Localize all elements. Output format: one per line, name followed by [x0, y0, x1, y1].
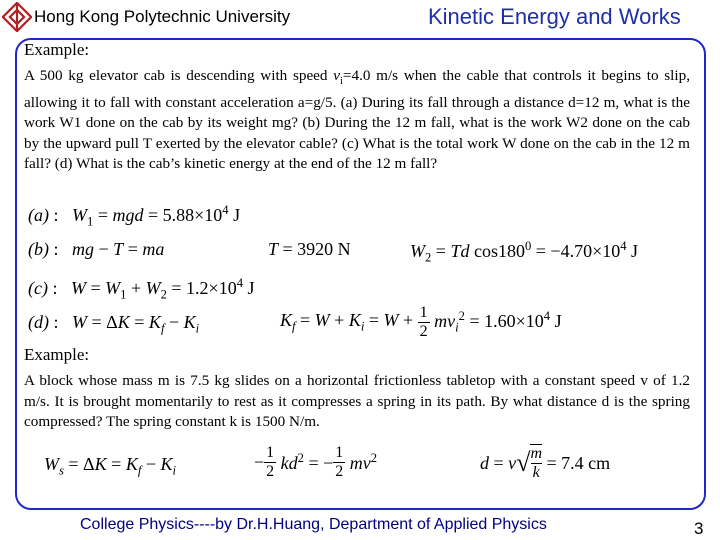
example2-eq1: $W_s = \Delta K = K_f - K_i$	[44, 454, 176, 478]
solution-b-eq3: $W_2 = Td$ $\cos 180^0 = -4.70\times 10^4$ J	[410, 239, 639, 265]
example2-eq3: d = v √ $\frac{m}{k}$ = 7.4 cm	[480, 445, 611, 481]
solution-b-eq2: T = 3920 N	[268, 239, 351, 259]
slide-title: Kinetic Energy and Works	[428, 4, 681, 29]
university-name: Hong Kong Polytechnic University	[34, 7, 291, 26]
page-number: 3	[694, 519, 704, 538]
example2-label: Example:	[24, 345, 90, 364]
solution-d-eq2: $K_f = W + K_i = W$ + $\frac{1}{2}$ $mv_i^2 = 1.60\times 10^4$ J	[280, 304, 562, 340]
example2-problem: A block whose mass m is 7.5 kg slides on a horizontal frictionless tabletop with a constant speed v of 1.2 m/s. It is brought momentarily to rest as it compresses a spring in its path. By what distance d is the spring compressed? The spring constant k is 1500 N/m.	[24, 372, 690, 430]
solution-c: (c) : $W = W_1 + W_2 = 1.2\times 10^4$ J	[28, 276, 255, 302]
footer-credit: College Physics----by Dr.H.Huang, Department of Applied Physics	[80, 516, 547, 533]
solution-a: (a) : $W_1$ = mgd = $5.88\times 10^4$ J	[28, 203, 241, 229]
polyu-logo-icon	[2, 2, 32, 32]
example2-eq2: − $\frac{1}{2}$ $kd^2$ = − $\frac{1}{2}$ $mv^2$	[254, 444, 378, 480]
example1-problem: A 500 kg elevator cab is descending with speed $v_i=4.0$ m/s when the cable that controls it begins to slip, allowing it to fall with constant acceleration a=g/5. (a) During its fall through a distance d=12 m, what is the work W1 done on the cab by its weight mg? (b) During the 12 m fall, what is the work W2 done on the cab by the upward pull T exerted by the elevator cable? (c) What is the total work W done on the cab in the 12 m fall? (d) What is the cab’s kinetic energy at the end of the 12 m fall?	[24, 67, 690, 173]
solution-b-eq1: (b) : mg − T = ma	[28, 239, 165, 259]
example1-label: Example:	[24, 40, 90, 59]
solution-d-eq1: (d) : $W = \Delta K = K_f - K_i$	[28, 312, 200, 336]
